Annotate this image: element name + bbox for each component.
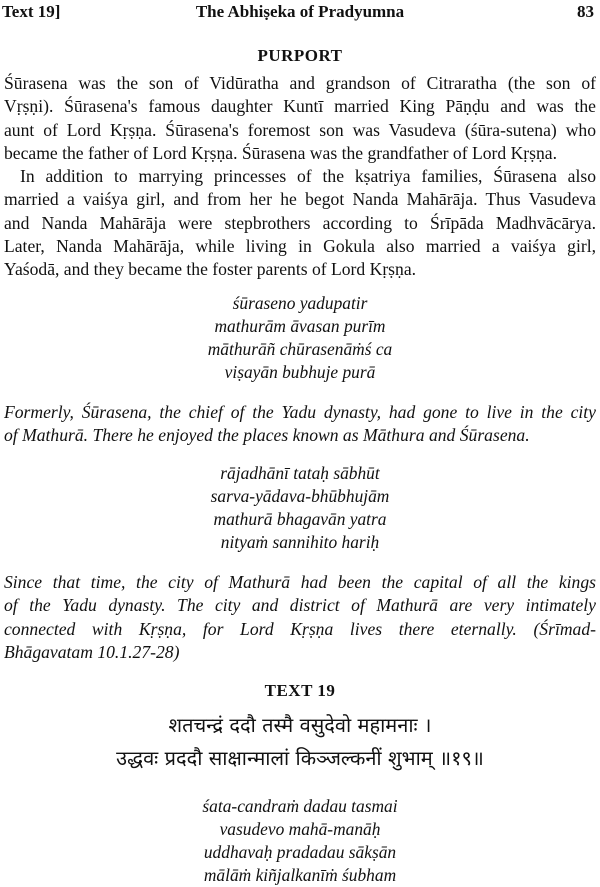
transliterated-verse [0, 795, 600, 887]
verse-line: śūraseno yadupatir [232, 293, 368, 313]
verse-line: vasudevo mahā-manāḥ [219, 819, 381, 839]
header-text-ref: Text 19] [2, 2, 61, 21]
text-line: aunt of Lord Kṛṣṇa. Śūrasena's foremost son was Vasudeva (śūra-sutena) who [4, 119, 596, 140]
purport-heading: PURPORT [257, 46, 343, 65]
verse-2-translation [4, 571, 596, 664]
text-line: married a vaiśya girl, and from her he begot Nanda Mahārāja. Thus Vasudeva [4, 189, 596, 210]
verse-line: nityaṁ sannihito hariḥ [220, 532, 380, 552]
running-header [0, 2, 600, 24]
text-line: of the Yadu dynasty. The city and district of Mathurā are very intimately [4, 595, 596, 616]
verse-line: rājadhānī tataḥ sābhūt [220, 463, 380, 483]
text-line: Formerly, Śūrasena, the chief of the Yadu dynasty, had gone to live in the city [4, 402, 596, 422]
text-line: Bhāgavatam 10.1.27-28) [4, 641, 180, 662]
verse-line: mālāṁ kiñjalkanīṁ śubham [203, 865, 397, 885]
devanagari-line: शतचन्द्रं ददौ तस्मै वसुदेवो महामनाः । [168, 713, 432, 737]
text-line: became the father of Lord Kṛṣṇa. Śūrasena was the grandfather of Lord Kṛṣṇa. [4, 142, 558, 163]
verse-line: viṣayān bubhuje purā [224, 362, 376, 382]
header-chapter-title: The Abhiṣeka of Pradyumna [195, 2, 405, 21]
text-line: Since that time, the city of Mathurā had been the capital of all the kings [4, 572, 596, 592]
text-line: of Mathurā. There he enjoyed the places known as Māthura and Śūrasena. [4, 425, 530, 446]
quoted-verse-1 [0, 292, 600, 384]
text-line: Later, Nanda Mahārāja, while living in Gokula also married a vaiśya girl, [4, 235, 596, 256]
text-line: and Nanda Mahārāja were stepbrothers according to Śrīpāda Madhvācārya. [4, 212, 596, 233]
devanagari-line: उद्धवः प्रददौ साक्षान्मालां किञ्जल्कनीं शुभाम् ॥१९॥ [116, 746, 484, 770]
text-line: Yaśodā, and they became the foster parents of Lord Kṛṣṇa. [4, 259, 417, 280]
verse-line: mathurā bhagavān yatra [213, 509, 387, 529]
quoted-verse-2 [0, 462, 600, 554]
devanagari-verse [0, 709, 600, 775]
purport-paragraph-1 [4, 72, 596, 165]
text-line: Śūrasena was the son of Vidūratha and grandson of Citraratha (the son of [4, 73, 596, 93]
text-19-heading: TEXT 19 [264, 681, 336, 700]
verse-line: sarva-yādava-bhūbhujām [210, 486, 390, 506]
text-line: Vṛṣṇi). Śūrasena's famous daughter Kuntī married King Pāṇḍu and was the [4, 96, 596, 117]
purport-paragraph-2 [4, 165, 596, 281]
verse-1-translation [4, 401, 596, 448]
page-number: 83 [577, 2, 594, 21]
verse-line: uddhavaḥ pradadau sākṣān [203, 842, 397, 862]
verse-line: mathurām āvasan purīm [214, 316, 386, 336]
text-line: connected with Kṛṣṇa, for Lord Kṛṣṇa lives there eternally. (Śrīmad- [4, 618, 596, 639]
text-line: In addition to marrying princesses of the kṣatriya families, Śūrasena also [20, 166, 596, 186]
verse-line: māthurāñ chūrasenāṁś ca [207, 339, 393, 359]
verse-line: śata-candraṁ dadau tasmai [202, 796, 398, 816]
